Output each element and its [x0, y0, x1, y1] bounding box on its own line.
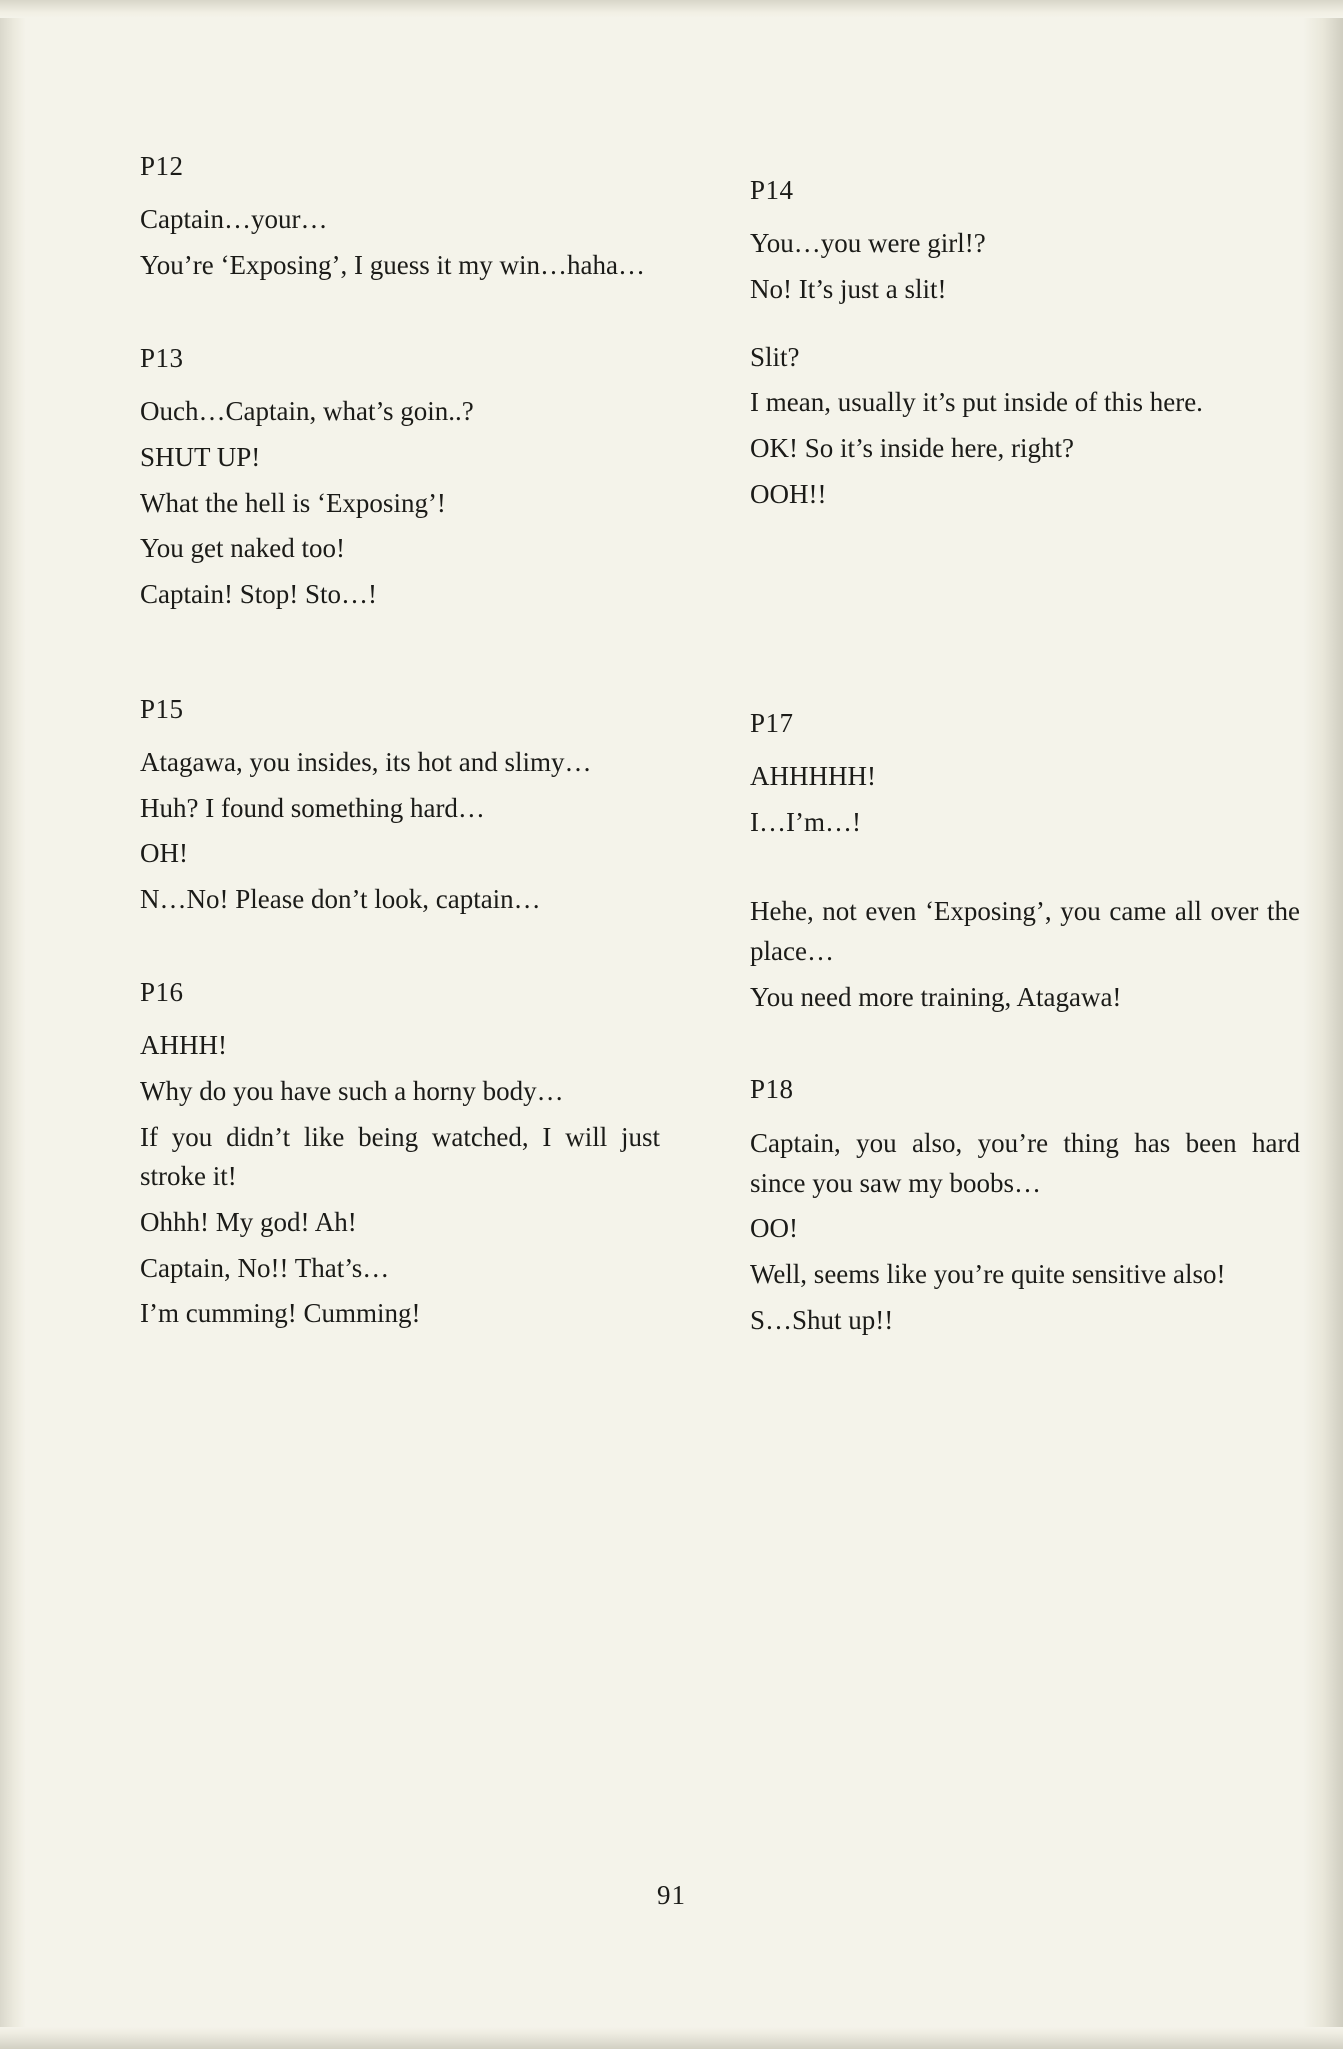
content-row-2: [140, 693, 1300, 1375]
section-line: You…you were girl!?: [750, 228, 986, 259]
section-line: You get naked too!: [140, 533, 345, 564]
section-line: I’m cumming! Cumming!: [140, 1298, 421, 1329]
section-line: OH!: [140, 838, 188, 869]
section-line: AHHH!: [140, 1030, 227, 1061]
section-label-p13: P13: [140, 342, 184, 373]
spacer: [140, 954, 660, 976]
section-line: If you didn’t like being watched, I will just stroke it!: [140, 1121, 660, 1192]
column-left-1: [140, 150, 720, 649]
section-line: I mean, usually it’s put inside of this here.: [750, 387, 1203, 418]
section-line: Captain! Stop! Sto…!: [140, 578, 377, 609]
section-line: OK! So it’s inside here, right?: [750, 433, 1074, 464]
section-line: Huh? I found something hard…: [140, 792, 485, 823]
section-line: Captain, you also, you’re thing has been hard since you saw my boobs…: [750, 1127, 1300, 1198]
section-line: You’re ‘Exposing’, I guess it my win…haha…: [140, 250, 645, 281]
spacer: [750, 316, 1300, 338]
section-label-p12: P12: [140, 151, 184, 181]
section-p13: [140, 342, 660, 615]
spacer: [750, 1051, 1300, 1073]
section-line: Well, seems like you’re quite sensitive also!: [750, 1258, 1226, 1289]
section-line: S…Shut up!!: [750, 1304, 894, 1335]
page-edge-top: [0, 0, 1343, 18]
section-line: No! It’s just a slit!: [750, 274, 947, 305]
section-label-p14: P14: [750, 175, 794, 205]
section-label-p16: P16: [140, 976, 184, 1007]
section-p16: [140, 976, 660, 1334]
column-left-2: [140, 693, 720, 1368]
section-line: Ohhh! My god! Ah!: [140, 1206, 357, 1237]
page-number: 91: [657, 1880, 686, 1910]
page-content: [140, 150, 1300, 1374]
section-line: I…I’m…!: [750, 806, 861, 837]
section-line: OO!: [750, 1213, 798, 1244]
section-line: What the hell is ‘Exposing’!: [140, 487, 446, 518]
column-right-1: [720, 150, 1300, 549]
page-edge-bottom: [0, 2027, 1343, 2049]
section-label-p18: P18: [750, 1074, 794, 1105]
section-p18: [750, 1073, 1300, 1340]
section-line: Atagawa, you insides, its hot and slimy…: [140, 746, 592, 777]
section-line: Slit?: [750, 341, 800, 372]
spacer: [140, 320, 660, 342]
page-edge-right: [1303, 0, 1343, 2049]
section-label-p17: P17: [750, 707, 794, 738]
section-line: Captain, No!! That’s…: [140, 1252, 390, 1283]
section-p17: [750, 707, 1300, 1018]
section-line: Captain…your…: [140, 204, 328, 235]
page-edge-left: [0, 0, 26, 2049]
section-line: N…No! Please don’t look, captain…: [140, 884, 541, 915]
section-line: SHUT UP!: [140, 441, 261, 472]
section-p14: [750, 174, 1300, 515]
section-label-p15: P15: [140, 693, 184, 724]
section-line: Why do you have such a horny body…: [140, 1075, 564, 1106]
content-row-1: [140, 150, 1300, 649]
section-line: Ouch…Captain, what’s goin..?: [140, 396, 474, 427]
column-right-2: [720, 693, 1300, 1375]
spacer: [750, 848, 1300, 892]
section-line: OOH!!: [750, 478, 827, 509]
section-line: Hehe, not even ‘Exposing’, you came all over the place…: [750, 896, 1300, 967]
section-line: AHHHHH!: [750, 760, 876, 791]
section-line: You need more training, Atagawa!: [750, 981, 1122, 1012]
section-p12: [140, 150, 660, 286]
section-p15: [140, 693, 660, 920]
spacer: [140, 649, 1300, 693]
